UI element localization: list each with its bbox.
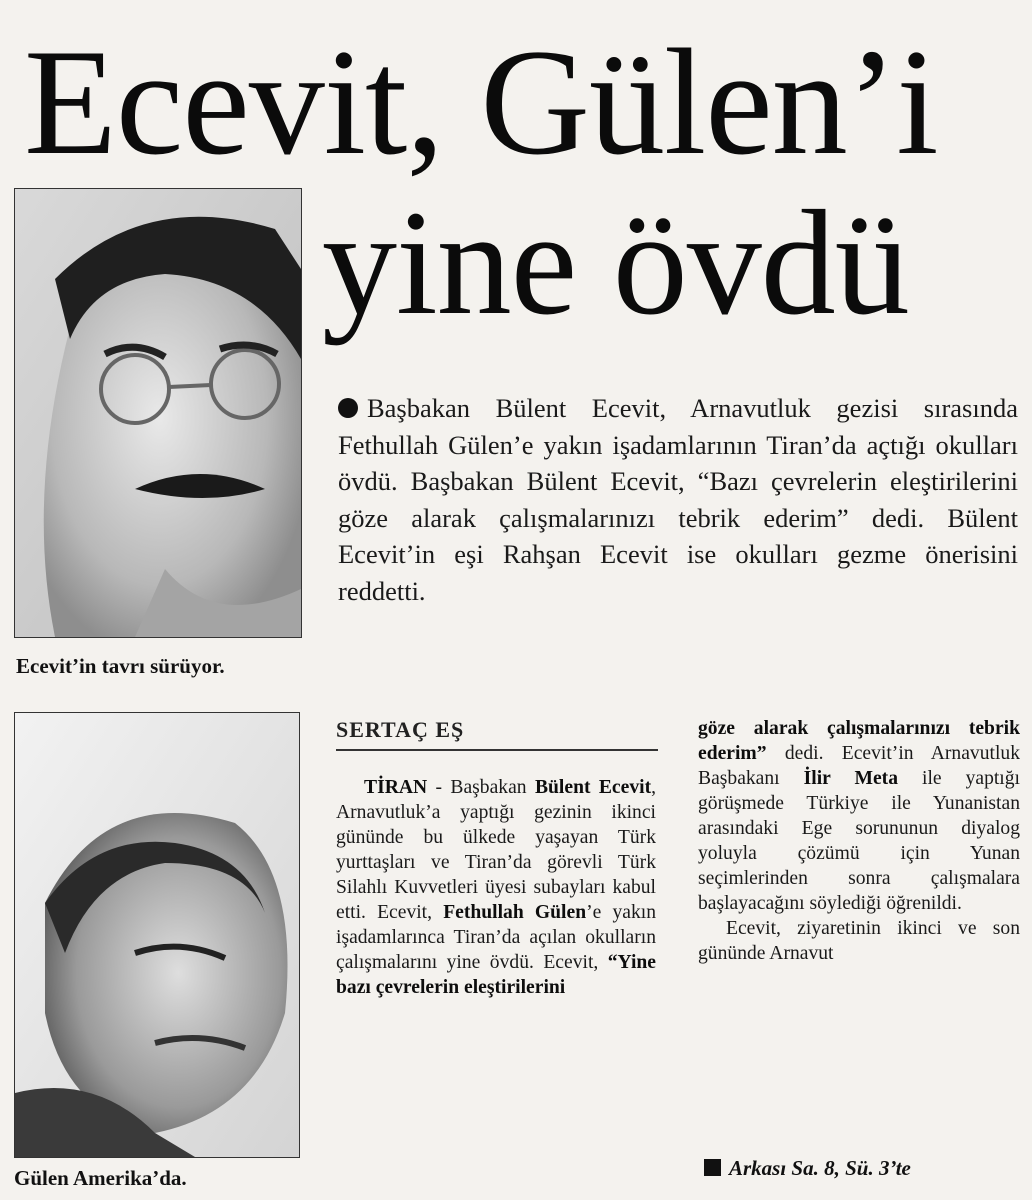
byline: SERTAÇ EŞ: [336, 717, 658, 751]
bullet-icon: [338, 398, 358, 418]
headline-line-1: Ecevit, Gülen’i: [24, 18, 938, 186]
body-text: - Başbakan: [427, 777, 535, 798]
lead-text: Başbakan Bülent Ecevit, Arnavutluk gezisi sırasında Fethullah Gülen’e yakın işadamlarının Tiran’da açtığı okulları övdü. Başbakan Bülent Ecevit, “Bazı çevrelerin eleştirilerini göze alarak çalışmalarınızı tebrik ederim” dedi. Bülent Ecevit’in eşi Rahşan Ecevit ise okulları gezme önerisini reddetti.: [338, 393, 1018, 606]
continuation-note: [704, 1156, 911, 1181]
bold-quote: göze alarak çalışmalarınızı tebrik ederim”: [698, 718, 1020, 764]
body-text: , Arnavutluk’a yaptığı gezinin ikinci gününde bu ülkede yaşayan Türk yurttaşları ve Tiran’da görevli Türk Silahlı Kuvvetleri üyesi subayları kabul etti. Ecevit,: [336, 777, 656, 923]
body-text: dedi. Ecevit’in Arnavutluk Başbakanı: [698, 743, 1020, 789]
body-column-2: [698, 716, 1020, 1136]
body-column-1: [336, 775, 656, 1190]
ecevit-photo: [14, 188, 302, 638]
body-text: Ecevit, ziyaretinin ikinci ve son gününde Arnavut: [698, 918, 1020, 964]
dateline: TİRAN: [364, 777, 428, 798]
continuation-text: Arkası Sa. 8, Sü. 3’te: [729, 1156, 911, 1180]
bold-name: Fethullah Gülen: [443, 902, 587, 923]
body-text: ile yaptığı görüşmede Türkiye ile Yunanistan arasındaki Ege sorununun diyalog yoluyla çözümü için Yunan seçimlerinden sonra çalışmalara başlayacağını söylediği öğrenildi.: [698, 768, 1020, 914]
lead-paragraph: [338, 390, 1018, 609]
body-text: ’e yakın işadamlarınca Tiran’da açılan okulların çalışmalarını yine övdü. Ecevit,: [336, 902, 656, 973]
bold-quote: “Yine bazı çevrelerin eleştirilerini: [336, 952, 656, 998]
ecevit-portrait-image: [15, 189, 301, 637]
bold-name: Bülent Ecevit: [534, 777, 652, 798]
bold-name: İlir Meta: [803, 768, 898, 789]
headline-line-2: yine övdü: [322, 180, 909, 346]
gulen-photo-caption: Gülen Amerika’da.: [14, 1166, 187, 1190]
ecevit-photo-caption: Ecevit’in tavrı sürüyor.: [16, 654, 225, 678]
square-bullet-icon: [704, 1159, 721, 1176]
gulen-portrait-image: [15, 713, 299, 1157]
gulen-photo: [14, 712, 300, 1158]
